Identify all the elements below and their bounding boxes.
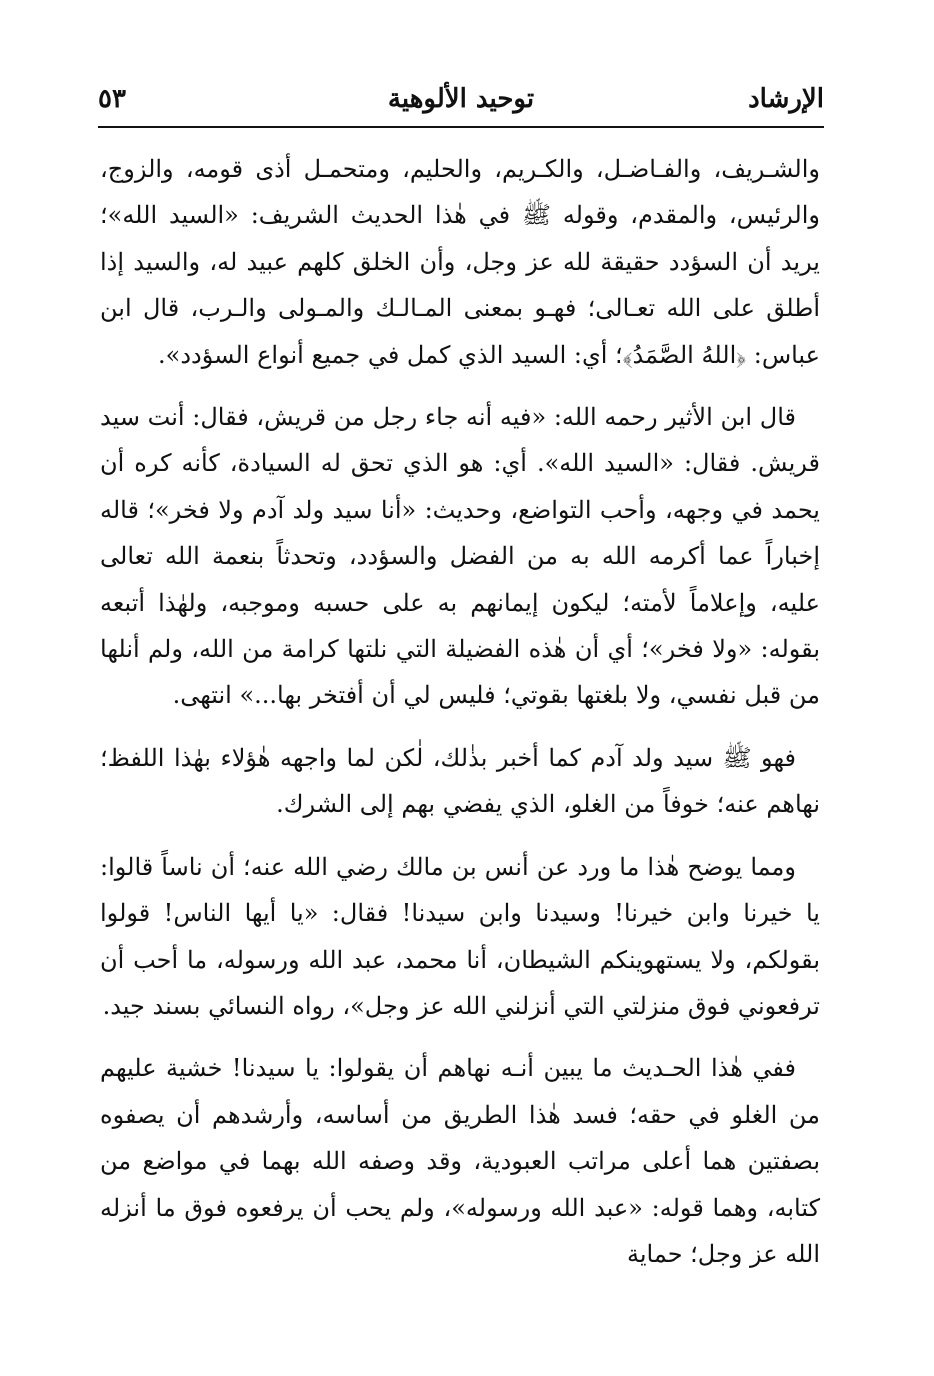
page-header — [98, 80, 824, 126]
header-rule — [98, 126, 824, 128]
paragraph: والشـريف، والفـاضـل، والكـريم، والحليم، ومتحمـل أذى قومه، والزوج، والرئيس، والمقدم، وقوله ﷺ في هٰذا الحديث الشريف: «السيد الله»؛ يريد أن السؤدد حقيقة لله عز وجل، وأن الخلق كلهم عبيد له، والسيد إذا أطلق على الله تعـالى؛ فهـو بمعنى المـالـك والمـولى والـرب، قال ابن عباس: ﴿اللهُ الصَّمَدُ﴾؛ أي: السيد الذي كمل في جميع أنواع السؤدد». — [100, 155, 820, 369]
paragraph: ففي هٰذا الحـديث ما يبين أنـه نهاهم أن يقولوا: يا سيدنا! خشية عليهم من الغلو في حقه؛ فسد هٰذا الطريق من أساسه، وأرشدهم أن يصفوه بصفتين هما أعلى مراتب العبودية، وقد وصفه الله بهما في مواضع من كتابه، وهما قوله: «عبد الله ورسوله»، ولم يحب أن يرفعوه فوق ما أنزله الله عز وجل؛ حماية — [100, 1054, 821, 1268]
running-title: الإرشاد — [748, 84, 824, 114]
paragraph: ومما يوضح هٰذا ما ورد عن أنس بن مالك رضي الله عنه؛ أن ناساً قالوا: يا خيرنا وابن خيرنا! وسيدنا وابن سيدنا! فقال: «يا أيها الناس! قولوا بقولكم، ولا يستهوينكم الشيطان، أنا محمد، عبد الله ورسوله، ما أحب أن ترفعوني فوق منزلتي التي أنزلني الله عز وجل»، رواه النسائي بسند جيد. — [100, 852, 820, 1020]
page-body — [100, 146, 820, 1293]
paragraph: فهو ﷺ سيد ولد آدم كما أخبر بذٰلك، لٰكن لما واجهه هٰؤلاء بهٰذا اللفظ؛ نهاهم عنه؛ خوفاً من الغلو، الذي يفضي بهم إلى الشرك. — [100, 743, 820, 819]
page-number: ٥٣ — [98, 84, 126, 114]
paragraph: قال ابن الأثير رحمه الله: «فيه أنه جاء رجل من قريش، فقال: أنت سيد قريش. فقال: «السيد الله». أي: هو الذي تحق له السيادة، كأنه كره أن يحمد في وجهه، وأحب التواضع، وحديث: «أنا سيد ولد آدم ولا فخر»؛ قاله إخباراً عما أكرمه الله به من الفضل والسؤدد، وتحدثاً بنعمة الله تعالى عليه، وإعلاماً لأمته؛ ليكون إيمانهم به على حسبه وموجبه، ولهٰذا أتبعه بقوله: «ولا فخر»؛ أي أن هٰذه الفضيلة التي نلتها كرامة من الله، ولم أنلها من قبل نفسي، ولا بلغتها بقوتي؛ فليس لي أن أفتخر بها...» انتهى. — [100, 403, 821, 710]
chapter-title: توحيد الألوهية — [387, 84, 535, 114]
